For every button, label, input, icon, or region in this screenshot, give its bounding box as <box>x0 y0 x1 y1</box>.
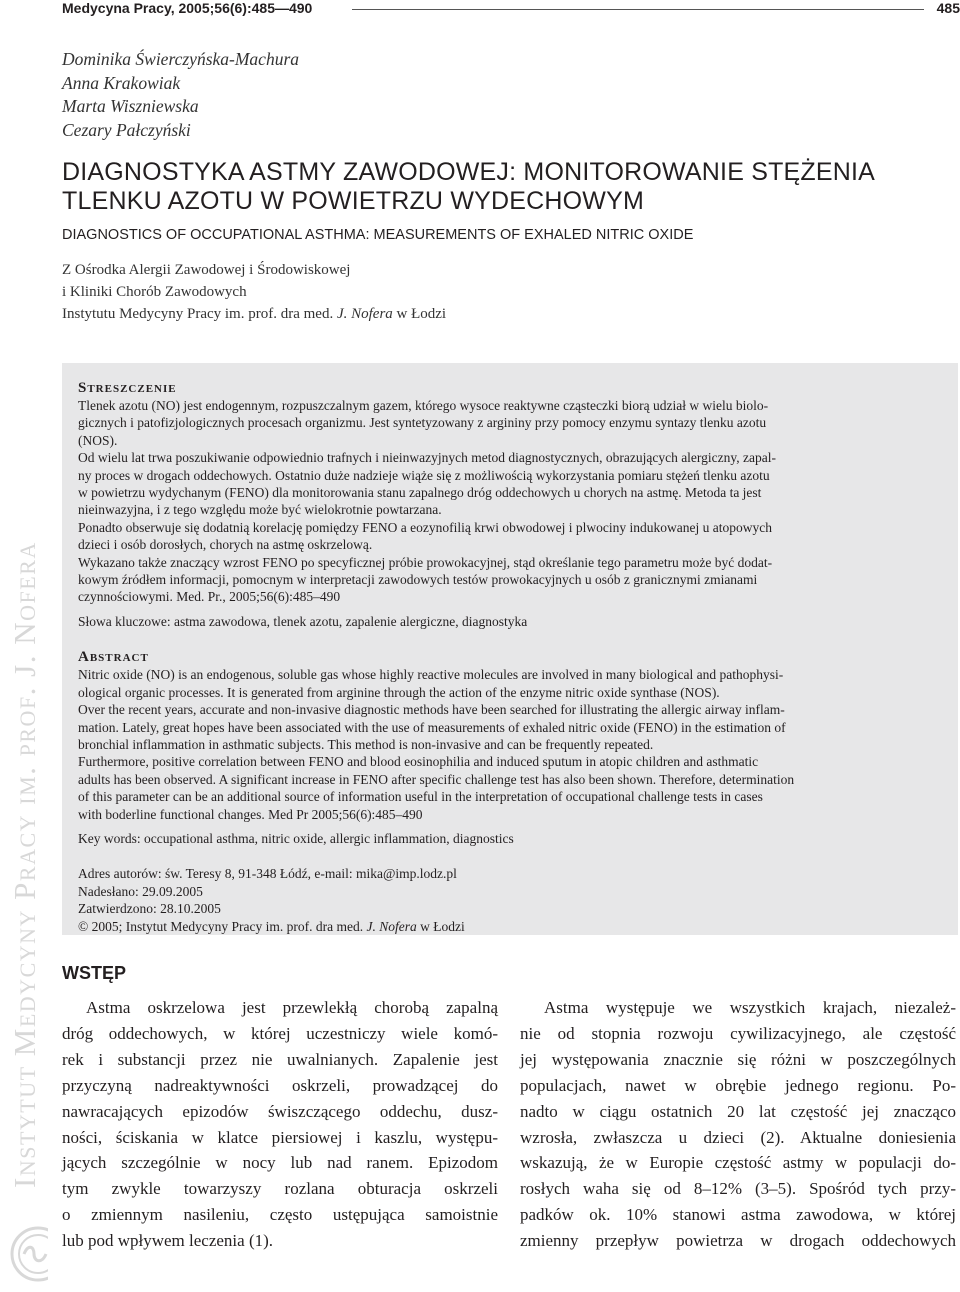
body-line: lub pod wpływem leczenia (1). <box>62 1231 274 1251</box>
body-line: nie od stopnia rozwoju cywilizacyjnego, ale częstość <box>520 1023 956 1043</box>
copyright-patron: J. Nofera <box>366 918 417 934</box>
text-line: kowym źródłem informacji, pomocnym w interpretacji zawodowych testów prowokacyjnych u osób z granicznymi zmianami <box>78 572 758 588</box>
section-heading-wstep: WSTĘP <box>62 963 127 983</box>
copyright-line <box>78 918 942 935</box>
abstract-paragraph <box>78 666 942 701</box>
affiliation-text: w Łodzi <box>392 306 447 322</box>
body-line: jących szczególnie w nocy lub nad ranem. Epizodom <box>62 1153 498 1173</box>
author-name: Marta Wiszniewska <box>62 96 199 116</box>
author-name: Cezary Pałczyński <box>62 119 191 140</box>
text-line: nieinwazyjna, i z tego względu może być wielokrotnie powtarzana. <box>78 502 442 518</box>
affiliation-line: Z Ośrodka Alergii Zawodowej i Środowiskowej <box>62 262 351 278</box>
running-header <box>62 0 960 18</box>
body-line: zmienny przepływ powietrza w drogach oddechowych <box>520 1231 956 1251</box>
approved-date: Zatwierdzono: 28.10.2005 <box>78 901 221 917</box>
streszczenie-paragraph <box>78 519 942 554</box>
body-line: Astma oskrzelowa jest przewlekłą chorobą zapalną <box>86 998 498 1017</box>
streszczenie-paragraph <box>78 554 942 606</box>
received-date: Nadesłano: 29.09.2005 <box>78 883 203 899</box>
text-line: ological organic processes. It is generated from arginine through the action of the enzyme nitric oxide synthase (NOS). <box>78 684 720 700</box>
body-line: padków ok. 10% stanowi astma zawodowa, w której <box>520 1205 956 1225</box>
title-line: TLENKU AZOTU W POWIETRZU WYDECHOWYM <box>62 187 644 215</box>
text-line: Over the recent years, accurate and non-invasive diagnostic methods have been searched for illustrating the allergic airway inflam- <box>78 702 785 718</box>
streszczenie-paragraph <box>78 397 942 449</box>
author-name: Dominika Świerczyńska-Machura <box>62 49 300 69</box>
affiliation-patron: J. Nofera <box>336 306 393 322</box>
abstract-paragraph <box>78 753 942 823</box>
text-line: w powietrzu wydychanym (FENO) dla monitorowania stanu zapalnego dróg oddechowych u chorych na astmę. Metoda ta jest <box>78 485 762 501</box>
copyright-text: © 2005; Instytut Medycyny Pracy im. prof. dra med. <box>78 918 367 934</box>
text-line: of this parameter can be an additional source of information useful in the interpretation of occupational challenge tests in cases <box>78 789 763 805</box>
text-line: Od wielu lat trwa poszukiwanie odpowiednio trafnych i nieinwazyjnych metod diagnostycznych, obrazujących alergiczny, zapal- <box>78 450 777 466</box>
body-column-left <box>62 995 498 1254</box>
text-line: Ponadto obserwuje się dodatnią korelację pomiędzy FENO a eozynofilią krwi obwodowej i plwociny indukowanej u atopowych <box>78 519 772 535</box>
text-line: dzieci i osób dorosłych, chorych na astmę oskrzelową. <box>78 537 373 553</box>
affiliation-line: i Kliniki Chorób Zawodowych <box>62 284 247 300</box>
institute-seal-icon <box>4 1224 48 1284</box>
author-list <box>62 48 299 142</box>
body-line: nadto w ciągu ostatnich 20 lat częstość jej znacząco <box>520 1101 956 1121</box>
text-line: (NOS). <box>78 432 118 448</box>
keywords-line: Słowa kluczowe: astma zawodowa, tlenek azotu, zapalenie alergiczne, diagnostyka <box>78 613 528 629</box>
text-line: gicznych i patofizjologicznych procesach organizmu. Jest syntetyzowany z argininy przy pomocy enzymu syntazy tlenku azotu <box>78 415 767 431</box>
institute-watermark: Instytut Medycyny Pracy im. prof. J. Nofera <box>7 541 42 1188</box>
text-line: with boderline functional changes. Med Pr 2005;56(6):485–490 <box>78 806 423 822</box>
body-line: dróg oddechowych, w której uczestniczy wiele komó- <box>62 1023 498 1043</box>
text-line: Tlenek azotu (NO) jest endogennym, rozpuszczalnym gazem, którego wysoce reaktywne cząsteczki biorą udział w wielu biolo- <box>78 398 769 413</box>
english-title: DIAGNOSTICS OF OCCUPATIONAL ASTHMA: MEASUREMENTS OF EXHALED NITRIC OXIDE <box>62 227 694 243</box>
body-line: tym zwykle towarzyszy rozlana obturacja oskrzeli <box>62 1179 498 1199</box>
abstract-box <box>62 363 958 935</box>
abstract-heading: Abstract <box>78 649 149 666</box>
author-name: Anna Krakowiak <box>62 72 181 93</box>
page-number: 485 <box>936 0 960 16</box>
affiliation-line <box>62 303 446 325</box>
author-address: Adres autorów: św. Teresy 8, 91-348 Łódź, e-mail: mika@imp.lodz.pl <box>78 866 457 882</box>
body-line: wzrosła, zwłaszcza u dzieci (2). Aktualne doniesienia <box>520 1127 956 1147</box>
body-line: nawracających epizodów świszczącego oddechu, dusz- <box>62 1101 498 1121</box>
text-line: mation. Lately, great hopes have been associated with the use of measurements of exhaled nitric oxide (FENO) in the estimation of <box>78 719 786 735</box>
abstract-content <box>78 379 942 935</box>
text-line: bronchial inflammation in asthmatic subjects. This method is non-invasive and can be frequently repeated. <box>78 736 654 752</box>
streszczenie-paragraph <box>78 449 942 519</box>
abstract-paragraph <box>78 701 942 753</box>
affiliation-text: Instytutu Medycyny Pracy im. prof. dra med. <box>62 306 337 322</box>
affiliation <box>62 259 446 325</box>
text-line: Nitric oxide (NO) is an endogenous, soluble gas whose highly reactive molecules are involved in many biological and pathophysi- <box>78 667 784 683</box>
body-line: rosłych waha się od 8–12% (3–5). Spośród tych przy- <box>520 1179 956 1199</box>
journal-reference: Medycyna Pracy, 2005;56(6):485—490 <box>62 0 313 16</box>
copyright-text: w Łodzi <box>416 918 465 934</box>
streszczenie-heading: Streszczenie <box>78 380 177 396</box>
polish-keywords <box>78 613 942 630</box>
body-line: populacjach, nawet w obrębie jednego regionu. Po- <box>520 1075 956 1095</box>
correspondence-block <box>78 865 942 935</box>
header-rule <box>352 9 924 10</box>
body-line: ności, ściskania w klatce piersiowej i kaszlu, występu- <box>62 1127 498 1147</box>
title-line: DIAGNOSTYKA ASTMY ZAWODOWEJ: MONITOROWANIE STĘŻENIA <box>62 158 876 186</box>
body-line: Astma występuje we wszystkich krajach, niezależ- <box>544 998 956 1017</box>
english-keywords <box>78 830 942 847</box>
body-line: przyczyną nadreaktywności oskrzeli, prowadzącej do <box>62 1075 498 1095</box>
body-line: rek i substancji przez nie uwalnianych. Zapalenie jest <box>62 1049 498 1069</box>
keywords-line: Key words: occupational asthma, nitric oxide, allergic inflammation, diagnostics <box>78 830 514 846</box>
article-title <box>62 158 942 216</box>
body-line: wskazują, że w Europie częstość astmy w populacji do- <box>520 1153 956 1173</box>
text-line: adults has been observed. A significant increase in FENO after specific challenge test has also been shown. Therefore, determination <box>78 771 795 787</box>
body-column-right <box>520 995 956 1254</box>
text-line: czynnościowymi. Med. Pr., 2005;56(6):485–490 <box>78 589 341 605</box>
text-line: Wykazano także znaczący wzrost FENO po specyficznej próbie prowokacyjnej, stąd określanie tego parametru może być dodat- <box>78 554 773 570</box>
body-line: o zmiennym nasileniu, często ustępująca samoistnie <box>62 1205 498 1225</box>
text-line: Furthermore, positive correlation between FENO and blood eosinophilia and induced sputum in atopic children and asthmatic <box>78 754 759 770</box>
text-line: ny proces w drogach oddechowych. Ostatnio duże nadzieje wiąże się z możliwością wykorzystania pomiaru stężeń tlenku azotu <box>78 467 770 483</box>
body-line: jej występowania znacznie się różni w poszczególnych <box>520 1049 956 1069</box>
